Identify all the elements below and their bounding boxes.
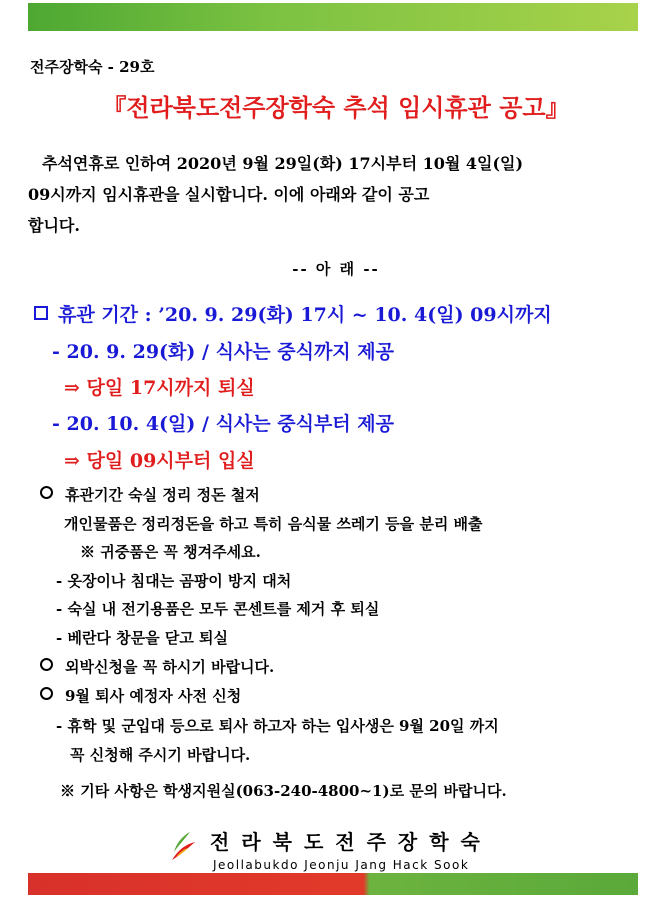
item1-title-line	[40, 484, 260, 505]
circle-bullet-icon	[40, 486, 53, 499]
intro-line: 추석연휴로 인하여 2020년 9월 29일(화) 17시부터 10월 4일(일)	[42, 154, 524, 173]
document-number: 전주장학숙 - 29호	[30, 58, 155, 76]
date1-line: - 20. 9. 29(화) / 식사는 중식까지 제공	[52, 341, 394, 363]
item3-line1: - 휴학 및 군입대 등으로 퇴사 하고자 하는 입사생은 9월 20일 까지	[56, 717, 499, 735]
section-divider-label: -- 아 래 --	[292, 260, 380, 278]
item1-sub3: - 베란다 창문을 닫고 퇴실	[56, 629, 229, 647]
item2-line	[40, 656, 274, 677]
logo-name-english: Jeollabukdo Jeonju Jang Hack Sook	[213, 858, 470, 872]
logo-name-korean: 전라북도전주장학숙	[210, 830, 492, 854]
bottom-banner-bar	[28, 873, 638, 895]
square-bullet-icon	[34, 306, 48, 320]
item3-line2: 꼭 신청해 주시기 바랍니다.	[70, 746, 251, 764]
institution-logo-icon	[168, 830, 198, 862]
intro-paragraph	[28, 148, 640, 241]
date1-note: ⇒ 당일 17시까지 퇴실	[64, 377, 255, 399]
item3-title-line	[40, 685, 241, 706]
closure-period-text: 휴관 기간 : ’20. 9. 29(화) 17시 ~ 10. 4(일) 09시까지	[58, 304, 552, 326]
item1-sub2: - 숙실 내 전기용품은 모두 콘센트를 제거 후 퇴실	[56, 600, 380, 618]
circle-bullet-icon	[40, 658, 53, 671]
intro-line: 합니다.	[28, 216, 80, 235]
closure-period-line	[34, 300, 552, 327]
date2-line: - 20. 10. 4(일) / 식사는 중식부터 제공	[52, 413, 394, 435]
item2-text: 외박신청을 꼭 하시기 바랍니다.	[65, 658, 275, 676]
item1-line2: 개인물품은 정리정돈을 하고 특히 음식물 쓰레기 등을 분리 배출	[64, 515, 483, 533]
item3-title: 9월 퇴사 예정자 사전 신청	[65, 687, 242, 705]
intro-line: 09시까지 임시휴관을 실시합니다. 이에 아래와 같이 공고	[28, 185, 430, 204]
circle-bullet-icon	[40, 687, 53, 700]
date2-note: ⇒ 당일 09시부터 입실	[64, 450, 255, 472]
footer-note: ※ 기타 사항은 학생지원실(063-240-4800~1)로 문의 바랍니다.	[60, 782, 507, 800]
top-banner-bar	[28, 3, 638, 31]
item1-sub1: - 옷장이나 침대는 곰팡이 방지 대처	[56, 572, 292, 590]
notice-title: 『전라북도전주장학숙 추석 임시휴관 공고』	[102, 93, 570, 122]
item1-title: 휴관기간 숙실 정리 정돈 철저	[65, 486, 260, 504]
item1-line3: ※ 귀중품은 꼭 챙겨주세요.	[80, 543, 261, 561]
